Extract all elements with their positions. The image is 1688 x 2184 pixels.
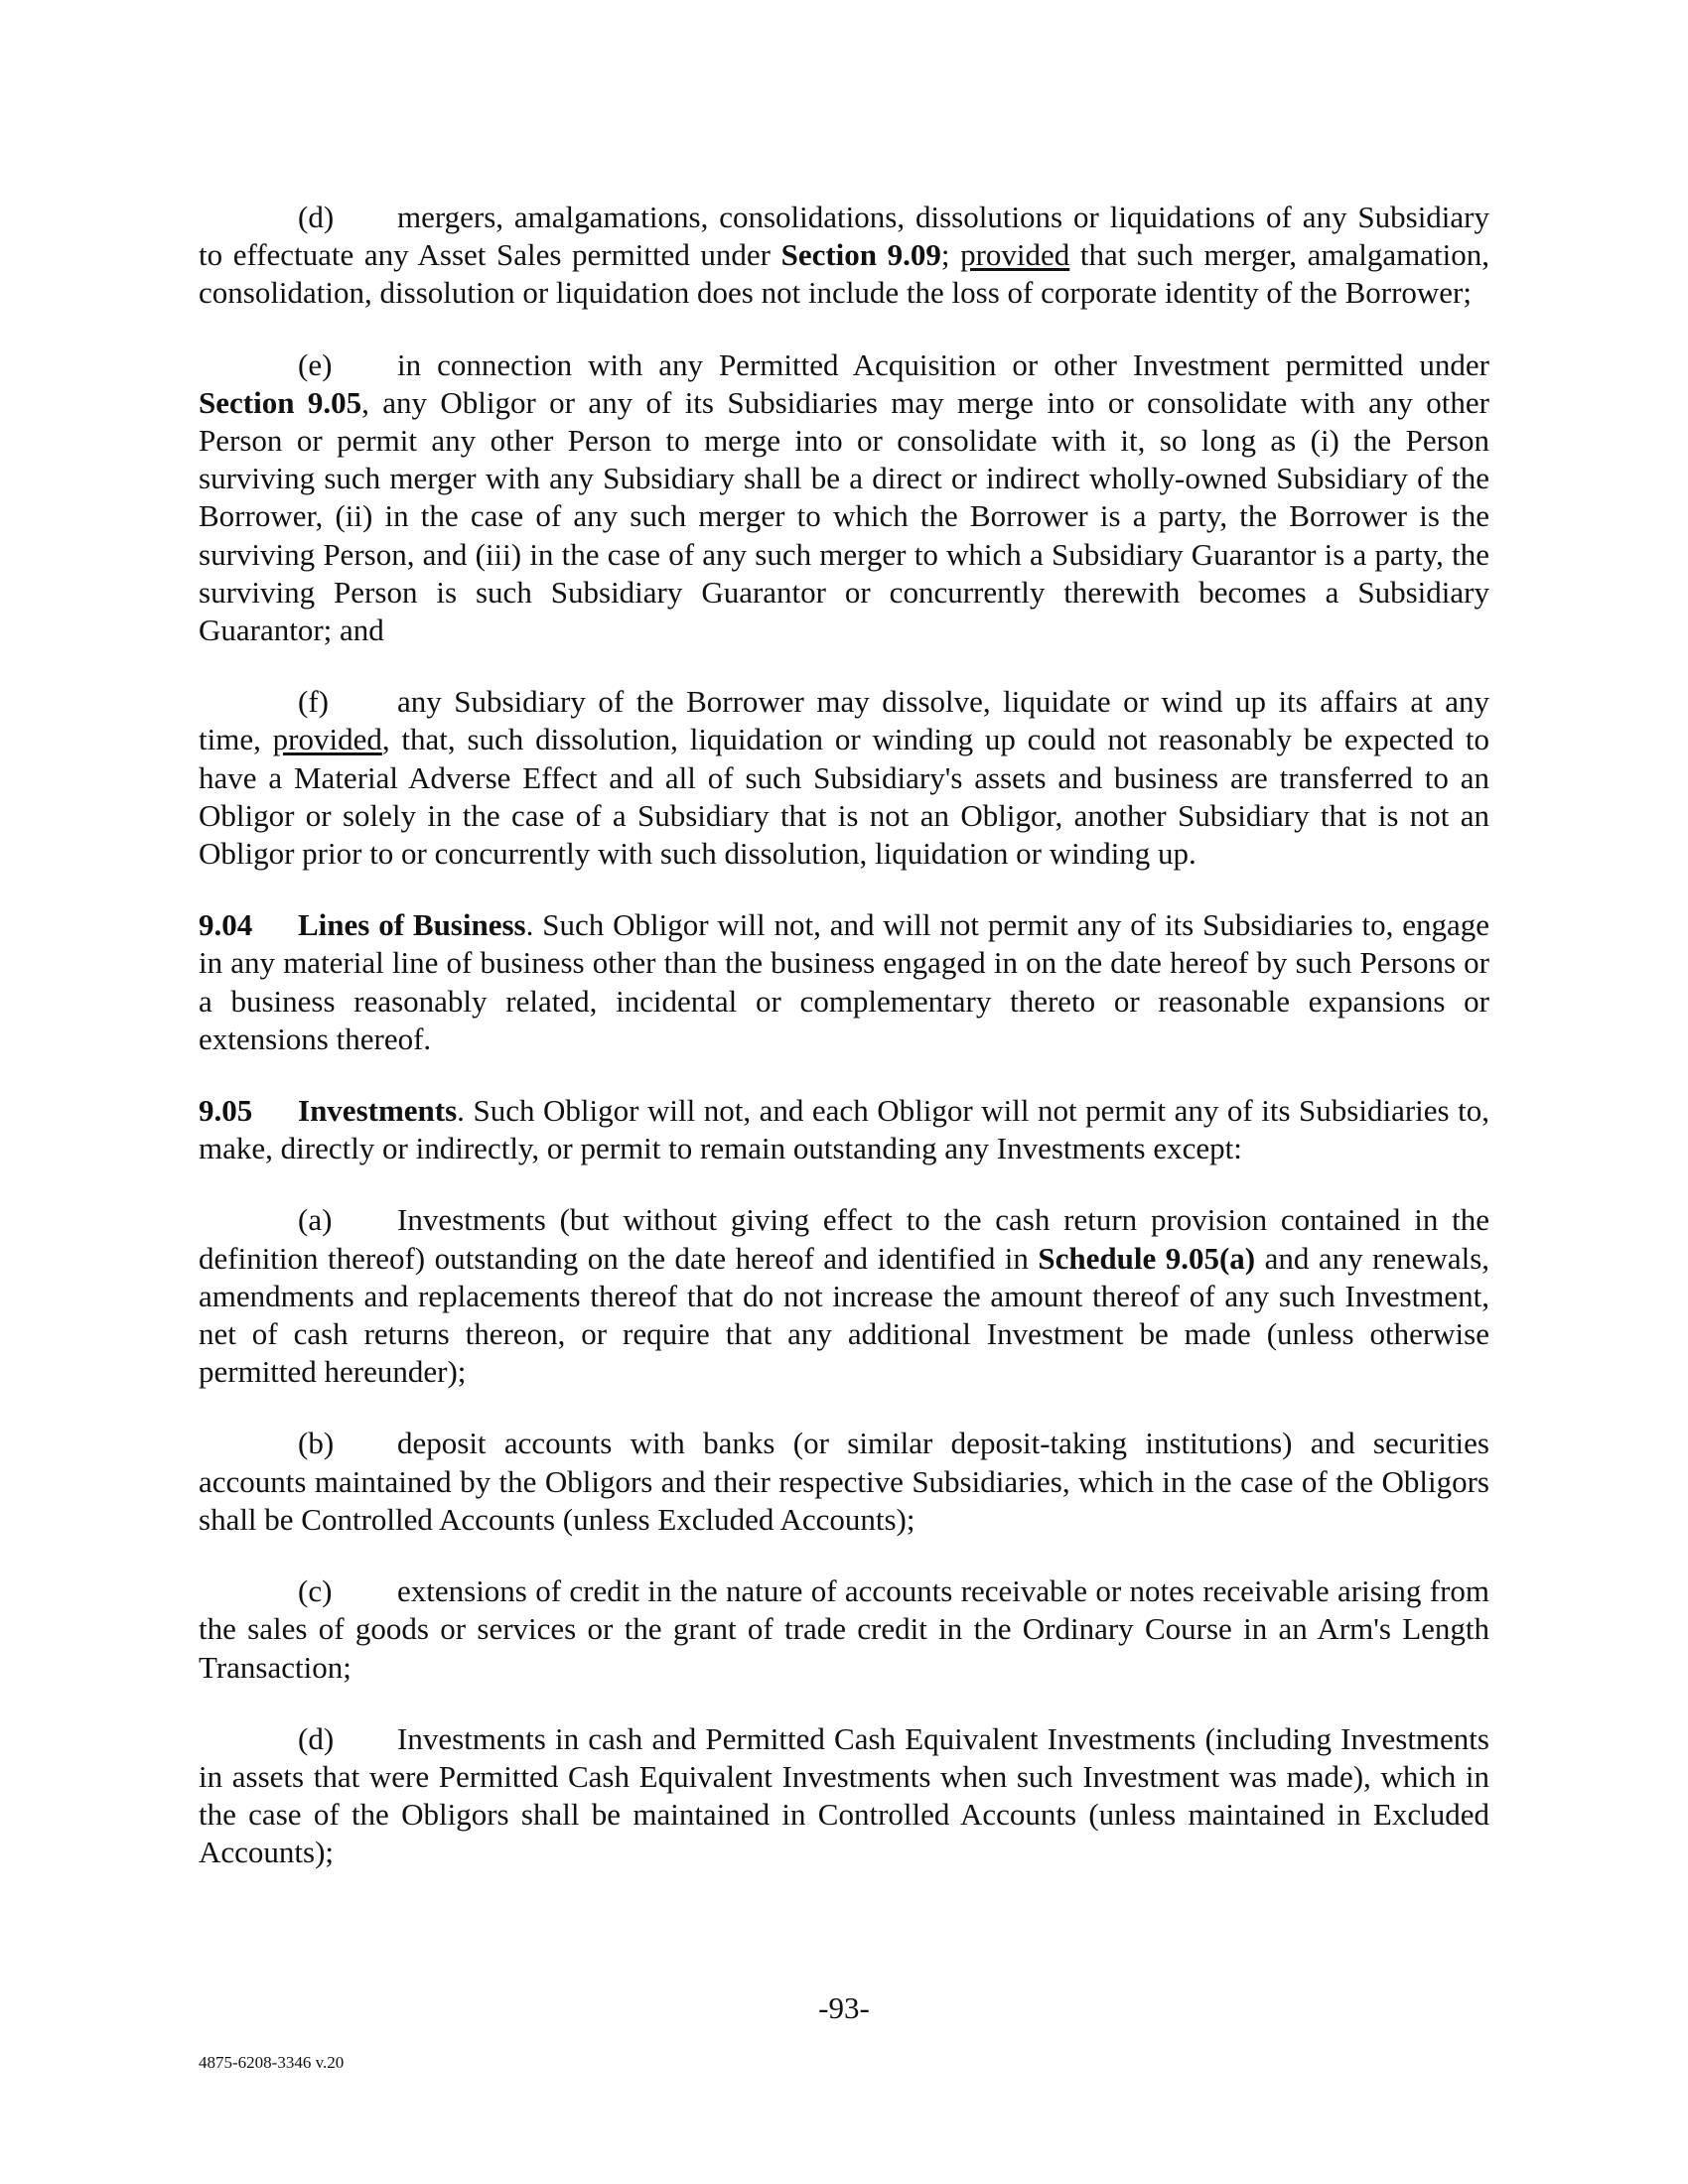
section-text: . Such Obligor will not, and will not permit any of its Subsidiaries to, engage in any material line of business other than the business engaged in on the date hereof by such Persons or a business reasonably related, incidental or complementary thereto or reasonable expansions or extensions thereof. <box>199 907 1489 1056</box>
section-9-04 <box>199 906 1489 1058</box>
section-number: 9.04 <box>199 907 253 943</box>
paragraph-d-mergers <box>199 199 1489 313</box>
item-a-existing-investments <box>199 1201 1489 1391</box>
item-label: (d) <box>298 1720 335 1756</box>
paragraph-text: , that, such dissolution, liquidation or winding up could not reasonably be expected to have a Material Adverse Effect and all of such Subsidiary's assets and business are transferred to an Obligor or solely in the case of a Subsidiary that is not an Obligor, another Subsidiary that is not an Obligor prior to or concurrently with such dissolution, liquidation or winding up. <box>199 722 1489 872</box>
paragraph-e-acquisition <box>199 346 1489 650</box>
paragraph-label: (d) <box>298 200 335 234</box>
item-text: deposit accounts with banks (or similar deposit-taking institutions) and securities accounts maintained by the Obligors and their respective Subsidiaries, which in the case of the Obligors shall be Controlled Accounts (unless Excluded Accounts); <box>199 1426 1489 1537</box>
paragraph-label: (e) <box>298 346 333 382</box>
paragraph-label: (f) <box>298 684 329 720</box>
item-text: extensions of credit in the nature of accounts receivable or notes receivable arising from the sales of goods or services or the grant of trade credit in the Ordinary Course in an Arm's Length Transaction; <box>199 1573 1489 1685</box>
item-b-deposit-accounts <box>199 1425 1489 1539</box>
paragraph-text: any Subsidiary of the Borrower may dissolve, liquidate or wind up its affairs at any time, <box>199 684 1489 757</box>
provided-term: provided <box>272 722 382 757</box>
item-label: (a) <box>298 1202 333 1238</box>
provided-term: provided <box>960 237 1070 273</box>
section-text: . Such Obligor will not, and each Obligor will not permit any of its Subsidiaries to, make, directly or indirectly, or permit to remain outstanding any Investments except: <box>199 1093 1489 1166</box>
item-label: (c) <box>298 1573 333 1609</box>
item-text: Investments in cash and Permitted Cash Equivalent Investments (including Investments in assets that were Permitted Cash Equivalent Investments when such Investment was made), which in the case of the Obligors shall be maintained in Controlled Accounts (unless maintained in Excluded Accounts); <box>199 1720 1489 1870</box>
document-page <box>199 199 1489 1906</box>
item-label: (b) <box>298 1426 335 1461</box>
section-reference: Section 9.05 <box>199 384 362 420</box>
schedule-reference: Schedule 9.05(a) <box>1038 1240 1256 1276</box>
paragraph-text: ; <box>940 237 961 273</box>
paragraph-text: in connection with any Permitted Acquisition or other Investment permitted under <box>397 346 1489 382</box>
paragraph-text: , any Obligor or any of its Subsidiaries may merge into or consolidate with any other Person or permit any other Person to merge into or consolidate with it, so long as (i) the Person surviving such merger with any Subsidiary shall be a direct or indirect wholly-owned Subsidiary of the Borrower, (ii) in the case of any such merger to which the Borrower is a party, the Borrower is the surviving Person, and (iii) in the case of any such merger to which a Subsidiary Guarantor is a party, the surviving Person is such Subsidiary Guarantor or concurrently therewith becomes a Subsidiary Guarantor; and <box>199 384 1489 648</box>
item-d-cash-investments <box>199 1720 1489 1872</box>
document-id: 4875-6208-3346 v.20 <box>199 2053 345 2072</box>
section-number: 9.05 <box>199 1093 253 1129</box>
paragraph-text: that such merger, amalgamation, consolidation, dissolution or liquidation does not include the loss of corporate identity of the Borrower; <box>199 237 1489 311</box>
page-number: -93- <box>818 1990 870 2025</box>
section-title: Lines of Business <box>298 907 526 943</box>
item-text: and any renewals, amendments and replacements thereof that do not increase the amount thereof of any such Investment, net of cash returns thereon, or require that any additional Investment be made (unless otherwise permitted hereunder); <box>199 1240 1490 1390</box>
section-reference: Section 9.09 <box>780 237 941 273</box>
item-c-extensions-of-credit <box>199 1572 1489 1687</box>
paragraph-f-dissolution <box>199 683 1489 873</box>
section-title: Investments <box>298 1093 458 1129</box>
item-text: Investments (but without giving effect to the cash return provision contained in the definition thereof) outstanding on the date hereof and identified in <box>199 1202 1489 1276</box>
paragraph-text: mergers, amalgamations, consolidations, dissolutions or liquidations of any Subsidiary to effectuate any Asset Sales permitted under <box>199 200 1489 273</box>
section-9-05 <box>199 1092 1489 1167</box>
